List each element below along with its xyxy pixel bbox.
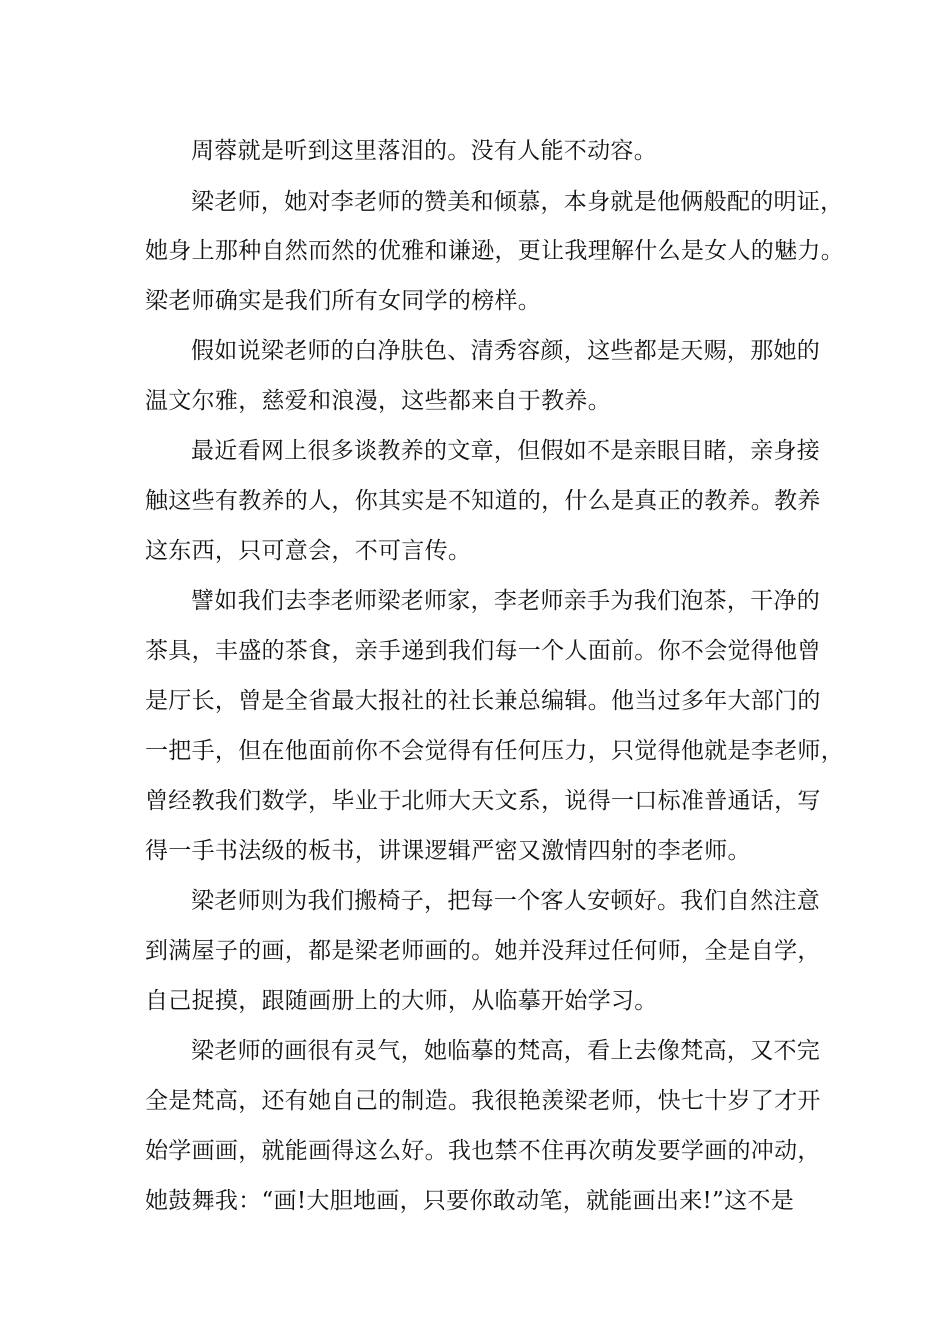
text-line: 始学画画，就能画得这么好。我也禁不住再次萌发要学画的冲动， — [145, 1138, 821, 1164]
text-line: 曾经教我们数学，毕业于北师大天文系，说得一口标准普通话，写 — [145, 788, 821, 814]
text-line: 一把手，但在他面前你不会觉得有任何压力，只觉得他就是李老师， — [145, 738, 844, 764]
text-line: 到满屋子的画，都是梁老师画的。她并没拜过任何师，全是自学， — [145, 938, 821, 964]
text-line: 梁老师的画很有灵气，她临摹的梵高，看上去像梵高，又不完 — [191, 1038, 821, 1064]
text-line: 自己捉摸，跟随画册上的大师，从临摹开始学习。 — [145, 988, 658, 1014]
text-line: 梁老师确实是我们所有女同学的榜样。 — [145, 288, 542, 314]
text-line: 最近看网上很多谈教养的文章，但假如不是亲眼目睹，亲身接 — [191, 438, 821, 464]
text-line: 茶具，丰盛的茶食，亲手递到我们每一个人面前。你不会觉得他曾 — [145, 638, 821, 664]
text-line: 触这些有教养的人，你其实是不知道的，什么是真正的教养。教养 — [145, 488, 821, 514]
text-line: 梁老师，她对李老师的赞美和倾慕，本身就是他俩般配的明证， — [191, 189, 844, 215]
text-line: 得一手书法级的板书，讲课逻辑严密又激情四射的李老师。 — [145, 838, 751, 864]
text-line: 是厅长，曾是全省最大报社的社长兼总编辑。他当过多年大部门的 — [145, 688, 821, 714]
text-line: 假如说梁老师的白净肤色、清秀容颜，这些都是天赐，那她的 — [191, 338, 821, 364]
text-line: 全是梵高，还有她自己的制造。我很艳羡梁老师，快七十岁了才开 — [145, 1088, 821, 1114]
text-line: 她鼓舞我：“画!大胆地画，只要你敢动笔，就能画出来!”这不是 — [145, 1188, 795, 1214]
text-line: 温文尔雅，慈爱和浪漫，这些都来自于教养。 — [145, 388, 611, 414]
text-line: 周蓉就是听到这里落泪的。没有人能不动容。 — [191, 138, 657, 164]
text-line: 她身上那种自然而然的优雅和谦逊，更让我理解什么是女人的魅力。 — [145, 238, 844, 264]
text-line: 梁老师则为我们搬椅子，把每一个客人安顿好。我们自然注意 — [191, 888, 821, 914]
text-line: 譬如我们去李老师梁老师家，李老师亲手为我们泡茶，干净的 — [191, 588, 821, 614]
text-line: 这东西，只可意会，不可言传。 — [145, 538, 472, 564]
